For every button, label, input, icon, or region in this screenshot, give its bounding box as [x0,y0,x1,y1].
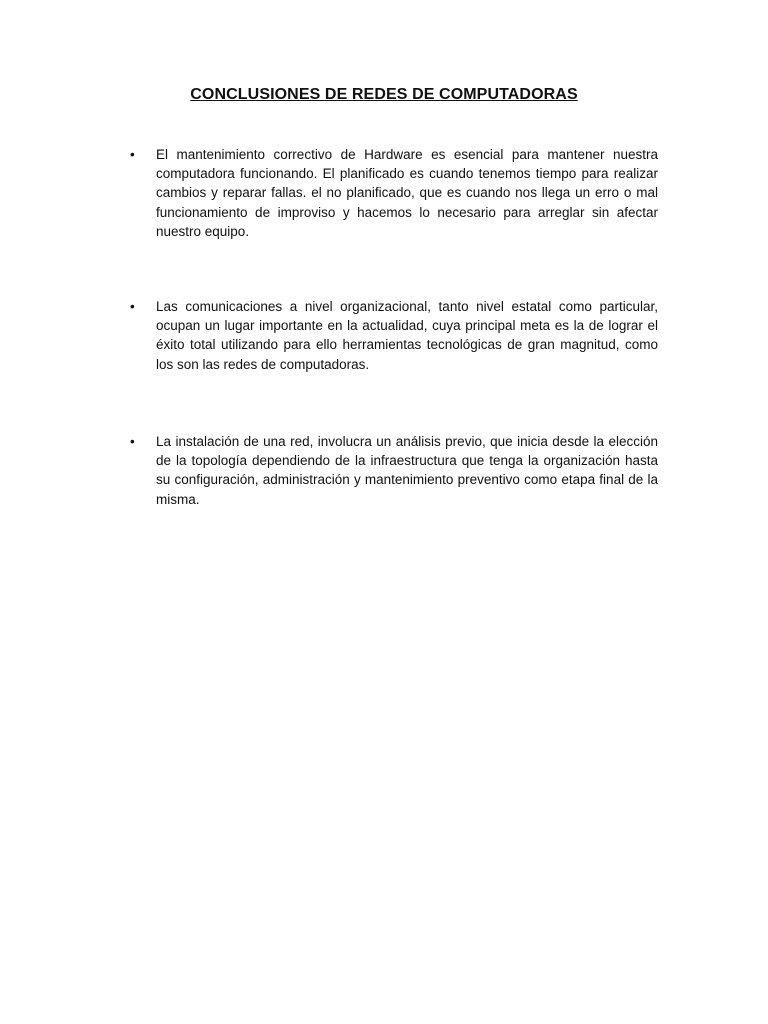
page-title: CONCLUSIONES DE REDES DE COMPUTADORAS [190,86,578,103]
list-item-text: El mantenimiento correctivo de Hardware es esencial para mantener nuestra computadora funcionando. El planificado es cuando tenemos tiempo para realizar cambios y reparar fallas. el no planificado, que es cuando nos llega un erro o mal funcionamiento de improviso y hacemos lo necesario para arreglar sin afectar nuestro equipo. [156,147,658,239]
bullet-icon: • [130,434,135,449]
list-item-text: La instalación de una red, involucra un análisis previo, que inicia desde la elección de la topología dependiendo de la infraestructura que tenga la organización hasta su configuración, administración y mantenimiento preventivo como etapa final de la misma. [156,434,658,507]
bullet-icon: • [130,299,135,314]
bullet-icon: • [130,147,135,162]
list-item-text: Las comunicaciones a nivel organizacional, tanto nivel estatal como particular, ocupan un lugar importante en la actualidad, cuya principal meta es la de lograr el éxito total utilizando para ello herramientas tecnológicas de gran magnitud, como los son las redes de computadoras. [156,299,658,372]
